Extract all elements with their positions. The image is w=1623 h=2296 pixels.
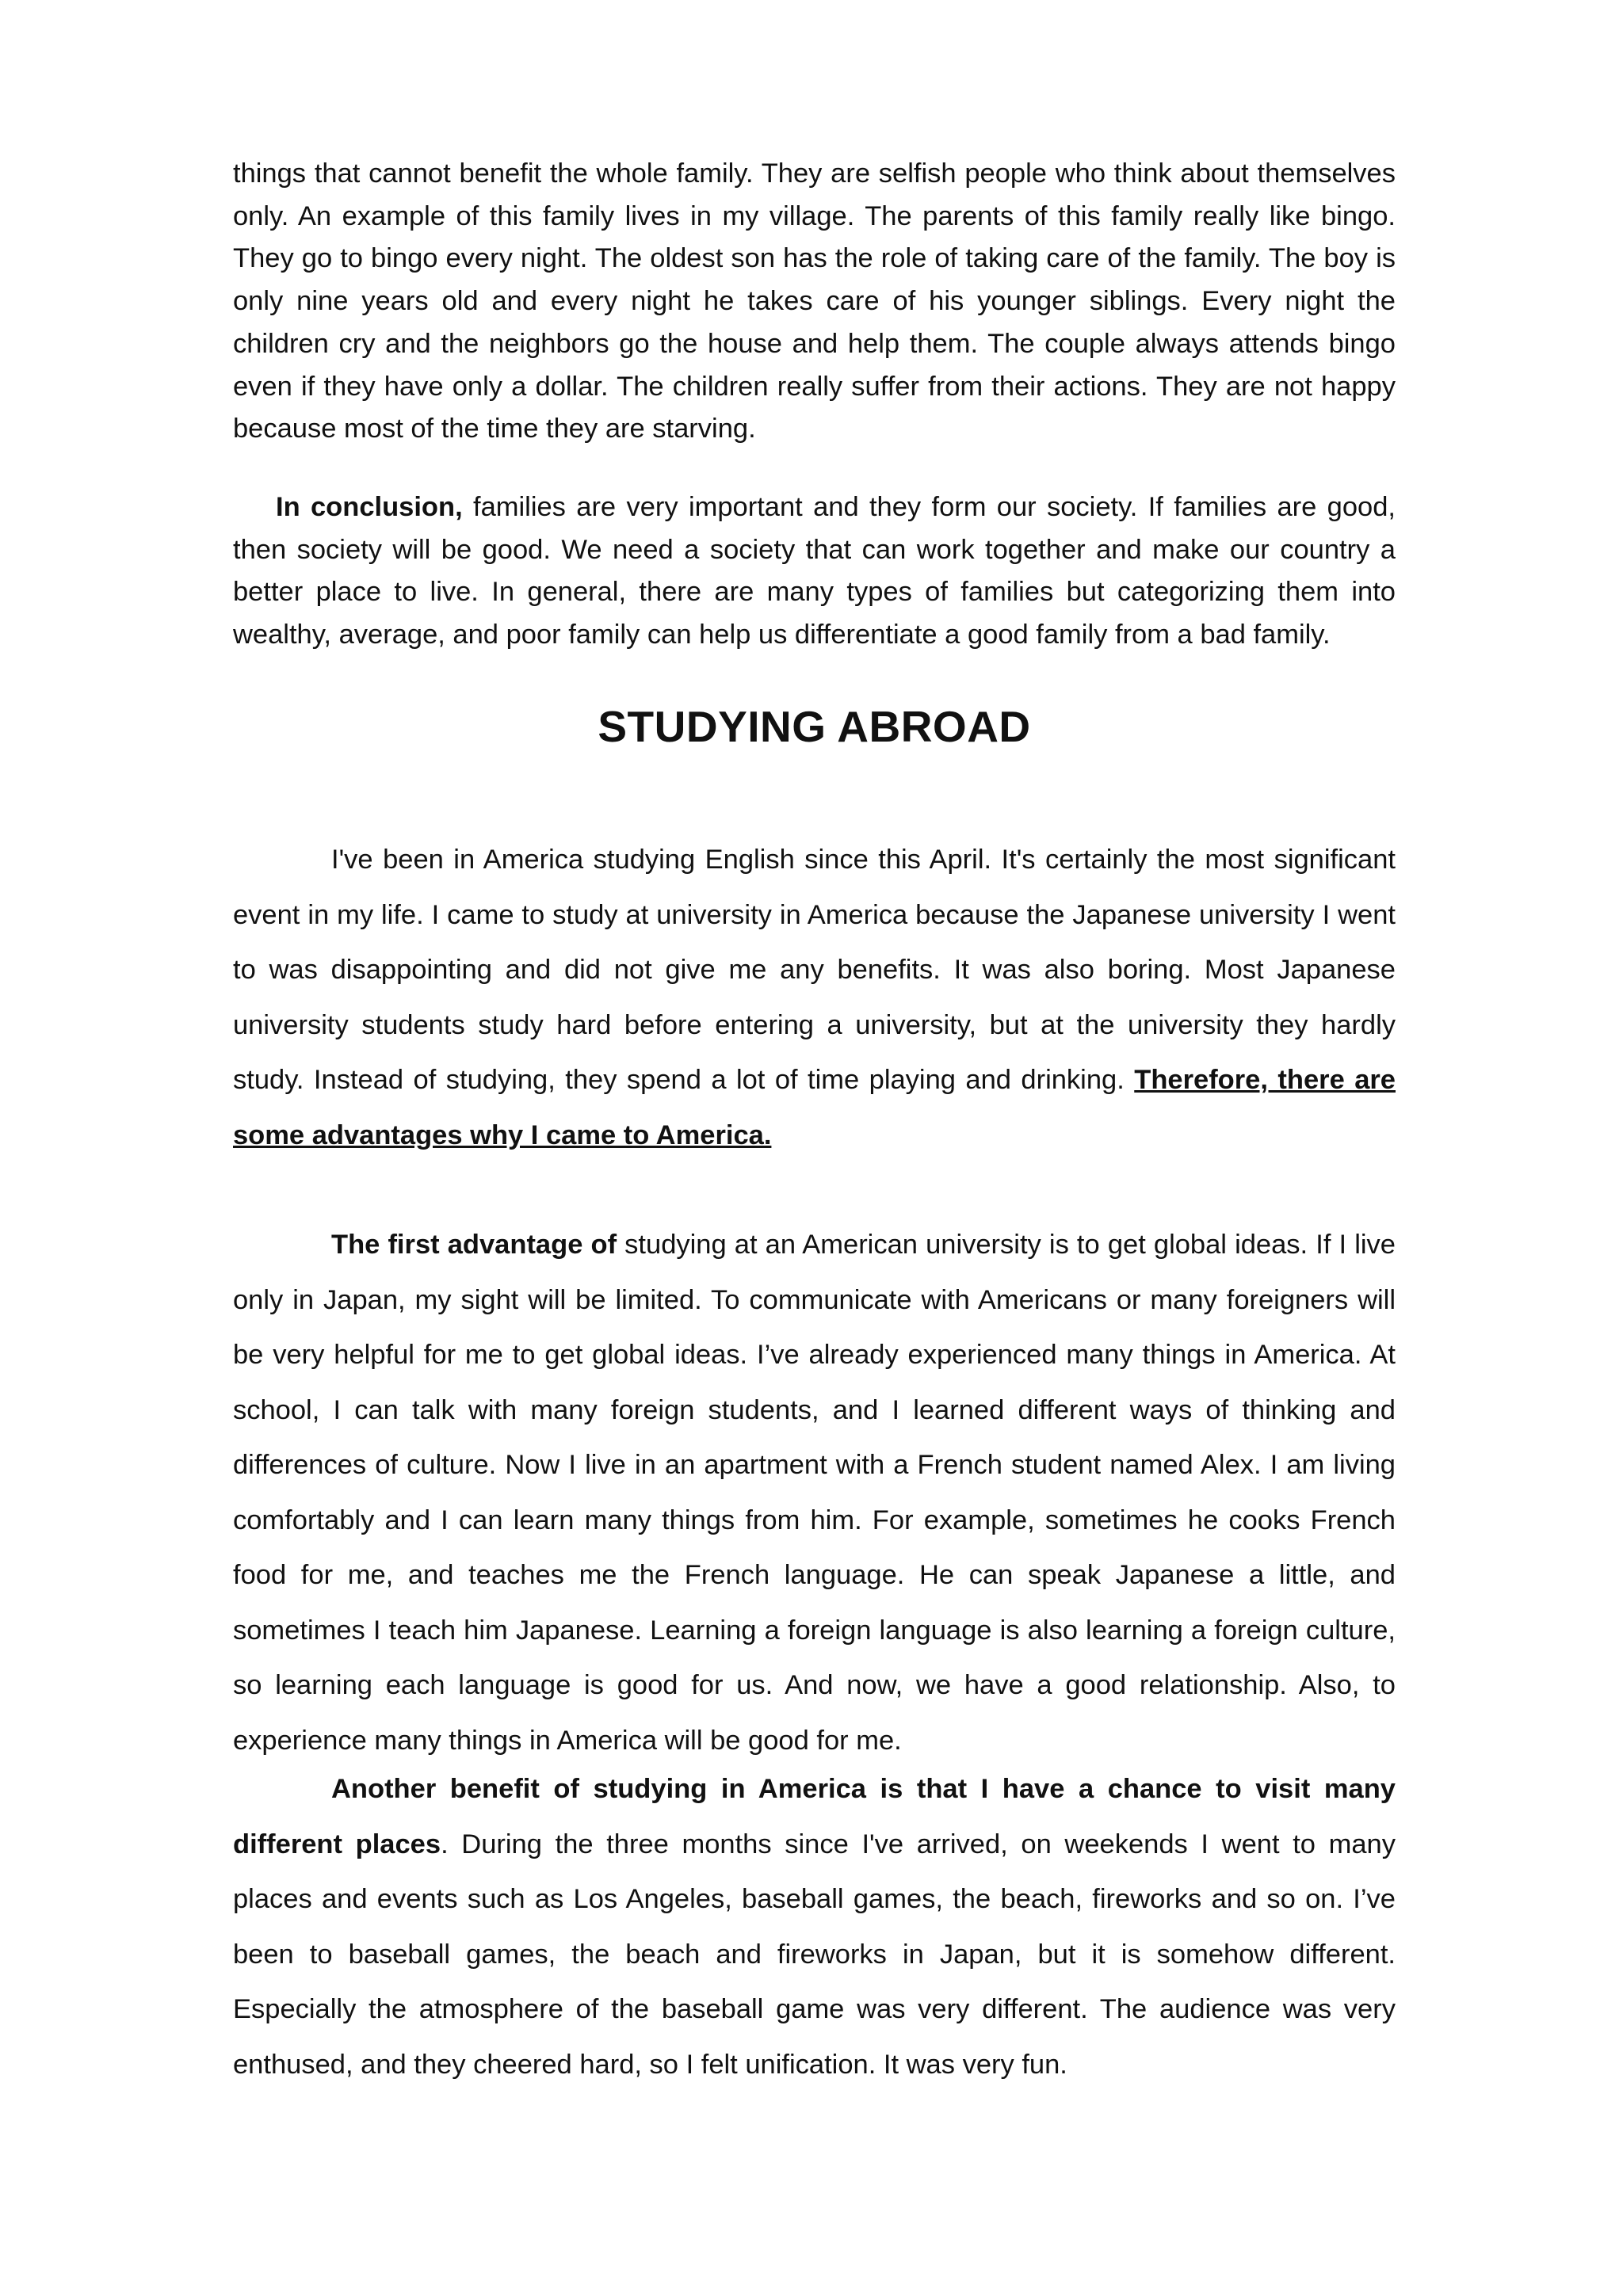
paragraph-text: . During the three months since I've arrived, on weekends I went to many places and events such as Los Angeles, baseball games, the beach, fireworks and so on. I’ve been to baseball games, the beach and fireworks in Japan, but it is somehow different. Especially the atmosphere of the baseball game was very different. The audience was very enthused, and they cheered hard, so I felt unification. It was very fun.	[233, 1829, 1396, 2080]
paragraph-lead: The first advantage of	[331, 1230, 617, 1260]
thesis-statement: Therefore, there are some advantages why I came to America.	[233, 1065, 1396, 1150]
essay-title: STUDYING ABROAD	[598, 702, 1031, 751]
paragraph-first-advantage	[233, 1218, 1396, 1768]
paragraph-text: studying at an American university is to get global ideas. If I live only in Japan, my sight will be limited. To communicate with Americans or many foreigners will be very helpful for me to get global ideas. I’ve already experienced many things in America. At school, I can talk with many foreign students, and I learned different ways of thinking and differences of culture. Now I live in an apartment with a French student named Alex. I am living comfortably and I can learn many things from him. For example, sometimes he cooks French food for me, and teaches me the French language. He can speak Japanese a little, and sometimes I teach him Japanese. Learning a foreign language is also learning a foreign culture, so learning each language is good for us. And now, we have a good relationship. Also, to experience many things in America will be good for me.	[233, 1230, 1396, 1756]
paragraph-text: I've been in America studying English since this April. It's certainly the most significant event in my life. I came to study at university in America because the Japanese university I went to was disappointing and did not give me any benefits. It was also boring. Most Japanese university students study hard before entering a university, but at the university they hardly study. Instead of studying, they spend a lot of time playing and drinking.	[233, 845, 1396, 1095]
paragraph-text: families are very important and they form our society. If families are good, then society will be good. We need a society that can work together and make our country a better place to live. In general, there are many types of families but categorizing them into wealthy, average, and poor family can help us differentiate a good family from a bad family.	[233, 492, 1396, 650]
paragraph-second-benefit	[233, 1762, 1396, 2092]
paragraph-family-example	[233, 153, 1396, 451]
paragraph-text: things that cannot benefit the whole family. They are selfish people who think about themselves only. An example of this family lives in my village. The parents of this family really like bingo. They go to bingo every night. The oldest son has the role of taking care of the family. The boy is only nine years old and every night he takes care of his younger siblings. Every night the children cry and the neighbors go the house and help them. The couple always attends bingo even if they have only a dollar. The children really suffer from their actions. They are not happy because most of the time they are starving.	[233, 158, 1396, 444]
paragraph-conclusion	[233, 486, 1396, 657]
paragraph-introduction	[233, 833, 1396, 1163]
paragraph-lead: Another benefit of studying in America is that I have a chance to visit many different places	[233, 1774, 1396, 1859]
paragraph-lead: In conclusion,	[276, 492, 463, 522]
